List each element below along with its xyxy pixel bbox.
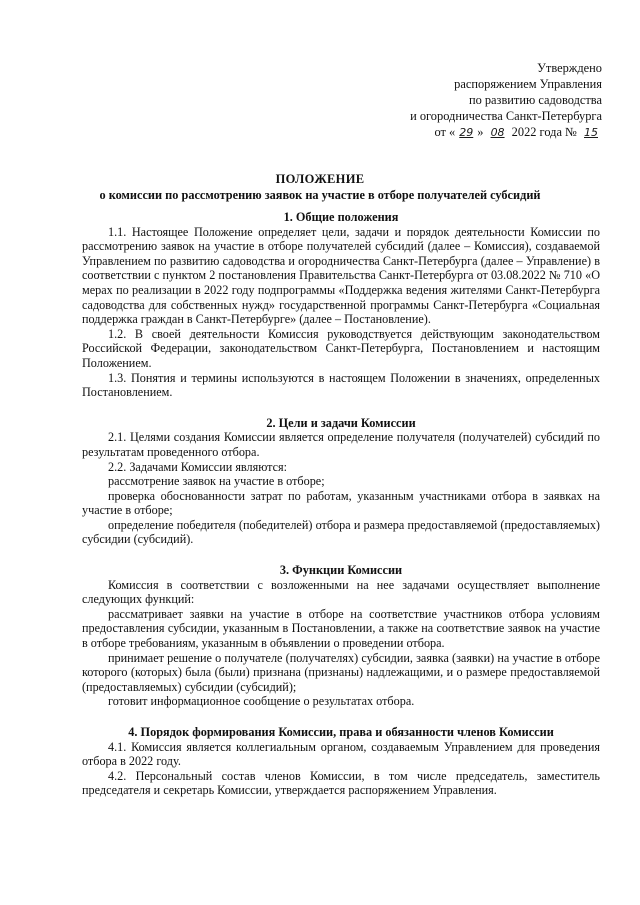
paragraph: 1.2. В своей деятельности Комиссия руководствуется действующим законодательством Российской Федерации, законодательством Санкт-Петербурга, Постановлением и настоящим Положением. bbox=[82, 326, 600, 370]
approval-day: 29 bbox=[459, 126, 474, 139]
approval-line-1: Утверждено bbox=[537, 61, 602, 75]
paragraph: проверка обоснованности затрат по работам, указанным участниками отбора в заявках на участие в отборе; bbox=[82, 488, 600, 518]
paragraph: 4.2. Персональный состав членов Комиссии, в том числе председатель, заместитель председателя и секретарь Комиссии, утверждается распоряжением Управления. bbox=[82, 768, 600, 798]
approval-line-3: по развитию садоводства bbox=[468, 93, 602, 107]
approval-date-prefix: от « bbox=[434, 125, 456, 139]
approval-number: 15 bbox=[584, 126, 598, 139]
paragraph: готовит информационное сообщение о результатах отбора. bbox=[108, 694, 415, 709]
paragraph: рассматривает заявки на участие в отборе на соответствие участников отбора условиям предоставления субсидии, указанным в Постановлении, а также на соответствие заявок на участие в отборе требованиям, указанным в объявлении о проведении отбора. bbox=[82, 606, 600, 651]
approval-line-2: распоряжением Управления bbox=[454, 77, 602, 91]
approval-month-sep: » bbox=[477, 125, 484, 139]
approval-stamp bbox=[342, 60, 602, 141]
approval-month: 08 bbox=[490, 126, 505, 139]
paragraph: 1.3. Понятия и термины используются в настоящем Положении в значениях, определенных Постановлением. bbox=[82, 370, 600, 400]
section-3-heading: 3. Функции Комиссии bbox=[279, 563, 403, 578]
approval-year-text: 2022 года № bbox=[511, 125, 577, 139]
paragraph: 2.2. Задачами Комиссии являются: bbox=[108, 459, 288, 474]
document-subtitle: о комиссии по рассмотрению заявок на участие в отборе получателей субсидий bbox=[99, 188, 541, 202]
document-title: ПОЛОЖЕНИЕ bbox=[275, 172, 365, 186]
paragraph: принимает решение о получателе (получателях) субсидии, заявка (заявки) на участие в отборе которого (которых) была (были) признана (признаны) надлежащими, и о размере предоставляемой (предоставляемых) субсидии (субсидий); bbox=[82, 650, 600, 694]
section-4-heading: 4. Порядок формирования Комиссии, права и обязанности членов Комиссии bbox=[128, 725, 554, 739]
section-1-heading: 1. Общие положения bbox=[283, 210, 399, 224]
document-body bbox=[82, 210, 600, 798]
paragraph: 4.1. Комиссия является коллегиальным органом, создаваемым Управлением для проведения отбора в 2022 году. bbox=[82, 739, 600, 769]
paragraph: Комиссия в соответствии с возложенными на нее задачами осуществляет выполнение следующих функций: bbox=[82, 577, 600, 607]
paragraph: 1.1. Настоящее Положение определяет цели, задачи и порядок деятельности Комиссии по рассмотрению заявок на участие в отборе получателей субсидий (далее – Комиссия), создаваемой Управлением по развитию садоводства и огородничества Санкт-Петербурга (далее – Управление) в соответствии с пунктом 2 постановления Правительства Санкт-Петербурга от 03.08.2022 № 710 «О мерах по реализации в 2022 году подпрограммы «Поддержка ведения жителями Санкт-Петербурга садоводства для собственных нужд» государственной программы Санкт-Петербурга «Социальная поддержка граждан в Санкт-Петербурге» (далее – Постановление). bbox=[82, 224, 600, 327]
approval-line-4: и огородничества Санкт-Петербурга bbox=[410, 109, 602, 123]
approval-date-line bbox=[342, 124, 602, 141]
section-2-heading: 2. Цели и задачи Комиссии bbox=[266, 415, 416, 430]
paragraph: 2.1. Целями создания Комиссии является определение получателя (получателей) субсидий по результатам проведенного отбора. bbox=[82, 430, 600, 459]
paragraph: определение победителя (победителей) отбора и размера предоставляемой (предоставляемых) субсидии (субсидий). bbox=[82, 517, 600, 547]
paragraph: рассмотрение заявок на участие в отборе; bbox=[108, 474, 325, 489]
